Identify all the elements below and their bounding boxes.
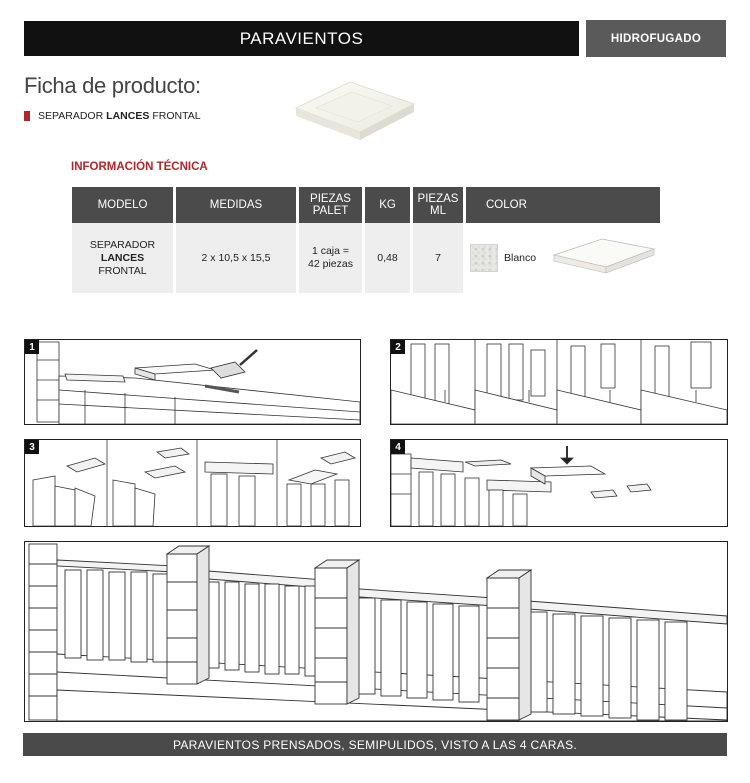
color-swatch: [470, 244, 498, 272]
section-title: INFORMACIÓN TÉCNICA: [71, 161, 208, 173]
cell-modelo-1: SEPARADOR: [89, 238, 156, 251]
table-header-row: [72, 187, 660, 223]
cell-modelo: [72, 223, 173, 293]
cell-color: [466, 223, 660, 293]
cell-modelo-3: FRONTAL: [98, 264, 147, 277]
step-4-number: 4: [391, 440, 405, 454]
col-piezas-ml-1: PIEZAS: [417, 193, 459, 205]
col-piezas-ml-2: ML: [430, 205, 446, 217]
footer-text: PARAVIENTOS PRENSADOS, SEMIPULIDOS, VISTO A LAS 4 CARAS.: [172, 737, 578, 752]
step-4-illustration: [391, 440, 727, 526]
col-modelo: MODELO: [72, 187, 173, 223]
cell-piezas-ml: 7: [413, 223, 463, 293]
page-title: Ficha de producto:: [24, 73, 201, 98]
col-color: COLOR: [466, 187, 660, 223]
product-image: [290, 76, 420, 146]
fence-illustration-panel: [24, 541, 728, 722]
col-piezas-ml: [413, 187, 463, 223]
badge-label: HIDROFUGADO: [610, 32, 702, 45]
footer-bar: [23, 733, 727, 756]
header-title-bar: [24, 21, 579, 56]
table-row: [72, 223, 660, 293]
product-name-bold: LANCES: [106, 110, 150, 122]
product-name-pre: SEPARADOR: [38, 110, 104, 122]
step-2-illustration: [391, 340, 727, 424]
cell-piezas-palet: [299, 223, 362, 293]
cell-medidas: 2 x 10,5 x 15,5: [176, 223, 296, 293]
header-title: PARAVIENTOS: [239, 28, 364, 48]
col-piezas-palet-1: PIEZAS: [310, 193, 351, 205]
product-name-post: FRONTAL: [152, 110, 201, 122]
color-cell-content: [466, 223, 660, 293]
step-1-number: 1: [25, 340, 39, 354]
hidrofugado-badge: [586, 20, 726, 57]
step-1-illustration: [25, 340, 360, 424]
col-medidas: MEDIDAS: [176, 187, 296, 223]
step-2-number: 2: [391, 340, 405, 354]
color-name: Blanco: [504, 251, 537, 264]
step-4-panel: [390, 439, 728, 527]
step-3-panel: [24, 439, 361, 527]
col-piezas-palet-2: PALET: [312, 205, 349, 217]
step-1-panel: [24, 339, 361, 425]
step-3-number: 3: [25, 440, 39, 454]
col-kg: KG: [365, 187, 410, 223]
cell-modelo-2: LANCES: [100, 251, 145, 264]
cell-piezas-palet-2: 42 piezas: [308, 258, 353, 270]
red-marker: [24, 111, 30, 121]
col-piezas-palet: [299, 187, 362, 223]
step-2-panel: [390, 339, 728, 425]
step-3-illustration: [25, 440, 360, 526]
fence-illustration: [25, 542, 727, 721]
spec-table: [69, 187, 663, 293]
cell-piezas-palet-1: 1 caja =: [311, 245, 350, 257]
product-name: [24, 110, 201, 122]
product-thumbnail: [550, 233, 660, 283]
cell-kg: 0,48: [365, 223, 410, 293]
